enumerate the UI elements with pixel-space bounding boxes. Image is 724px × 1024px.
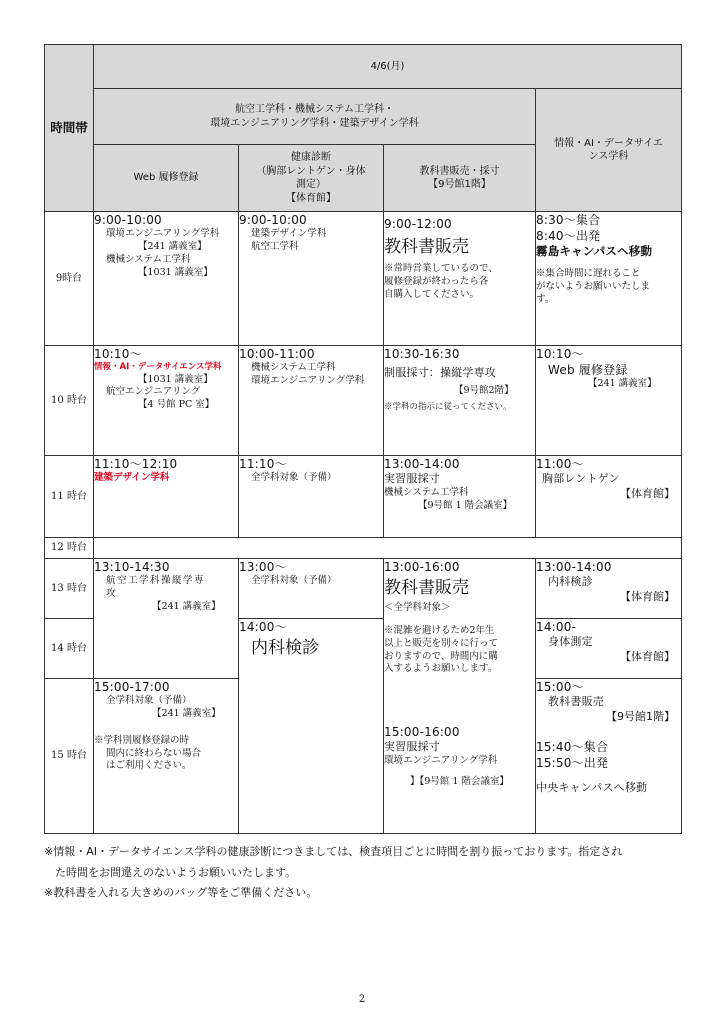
health-11: 11:10～ 全学科対象（予備） (239, 456, 384, 538)
info-13: 13:00-14:00 内科検診 【体育館】 (536, 559, 682, 619)
info-11: 11:00～ 胸部レントゲン 【体育館】 (536, 456, 682, 538)
health-14: 14:00～ 内科検診 (239, 619, 384, 834)
engineering-group-header: 航空工学科・機械システム工学科・ 環境エンジニアリング学科・建築デザイン学科 (94, 89, 536, 145)
books-9: 9:00-12:00 教科書販売 ※常時営業しているので、 履修登録が終わったら各 自購入してください。 (384, 212, 536, 346)
row-label-15: 15 時台 (45, 679, 94, 834)
web-registration-header: Web 履修登録 (94, 145, 239, 212)
time-column-header: 時間帯 (45, 45, 94, 212)
row-label-10: 10 時台 (45, 346, 94, 456)
web-13: 13:10-14:30 航空工学科操縦学専 攻 【241 講義室】 (94, 559, 239, 679)
health-10: 10:00-11:00 機械システム工学科 環境エンジニアリング学科 (239, 346, 384, 456)
page-number: 2 (358, 994, 366, 1005)
lunch-break-row (94, 538, 682, 559)
books-10: 10:30-16:30 制服採寸：操縦学専攻 【9号館2階】 ※学科の指示に従ってください。 (384, 346, 536, 456)
books-13: 13:00-16:00 教科書販売 ＜全学科対象＞ ※混雑を避けるため2年生 以上と販売を別々に行って おりますので、時間内に購 入するようお願いします。 15:00-16:00 実習服採寸 環境エンジニアリング学科 】【9号館 1 階会議室】 (384, 559, 536, 834)
row-label-11: 11 時台 (45, 456, 94, 538)
info-ai-dept-header: 情報・AI・データサイエンス学科 (536, 89, 682, 212)
schedule-table (44, 44, 682, 834)
health-check-header: 健康診断 （胸部レントゲン・身体 測定） 【体育館】 (239, 145, 384, 212)
web-10: 10:10～ 情報・AI・データサイエンス学科 【1031 講義室】 航空エンジニアリング 【4 号館 PC 室】 (94, 346, 239, 456)
health-13: 13:00～ 全学科対象（予備） (239, 559, 384, 619)
web-11: 11:10～12:10 建築デザイン学科 (94, 456, 239, 538)
row-label-14: 14 時台 (45, 619, 94, 679)
footnote-bag: ※教科書を入れる大きめのバッグ等をご準備ください。 (44, 886, 318, 899)
info-14: 14:00- 身体測定 【体育館】 (536, 619, 682, 679)
row-label-13: 13 時台 (45, 559, 94, 619)
info-9: 8:30～集合 8:40～出発 霧島キャンパスへ移動 ※集合時間に遅れること がないようお願いいたしま す。 (536, 212, 682, 346)
footnote-health-check: ※情報・AI・データサイエンス学科の健康診断につきましては、検査項目ごとに時間を割り振っております。指定され た時間をお間違えのないようお願いいたします。 (44, 845, 623, 879)
info-10: 10:10～ Web 履修登録 【241 講義室】 (536, 346, 682, 456)
books-11: 13:00-14:00 実習服採寸 機械システム工学科 【9号館 1 階会議室】 (384, 456, 536, 538)
health-9: 9:00-10:00 建築デザイン学科 航空工学科 (239, 212, 384, 346)
textbook-sales-header: 教科書販売・採寸 【9号館1階】 (384, 145, 536, 212)
row-label-9: 9時台 (45, 212, 94, 346)
info-15: 15:00～ 教科書販売 【9号館1階】 15:40～集合 15:50～出発 中央キャンパスへ移動 (536, 679, 682, 834)
date-header: 4/6(月) (94, 45, 682, 89)
row-label-12: 12 時台 (45, 538, 94, 559)
web-15: 15:00-17:00 全学科対象（予備） 【241 講義室】 ※学科別履修登録の時 間内に終わらない場合 はご利用ください。 (94, 679, 239, 834)
web-9: 9:00-10:00 環境エンジニアリング学科 【241 講義室】 機械システム工学科 【1031 講義室】 (94, 212, 239, 346)
